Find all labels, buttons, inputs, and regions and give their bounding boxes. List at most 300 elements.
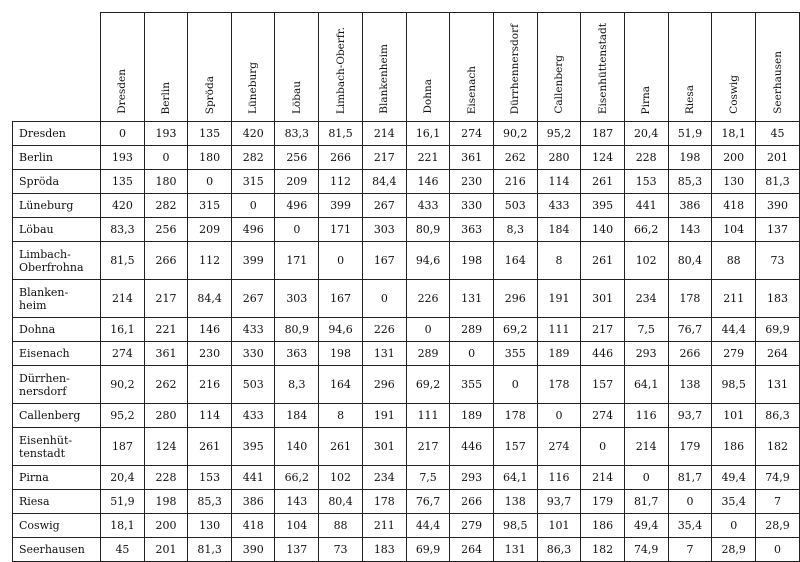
- column-header: [362, 13, 406, 122]
- column-header: [188, 13, 232, 122]
- table-cell: 395: [232, 428, 275, 466]
- column-header-label: Dürrhennersdorf: [509, 23, 522, 114]
- column-header-label: Berlin: [160, 81, 173, 114]
- row-header: Berlin: [13, 146, 101, 170]
- table-cell: 266: [144, 242, 187, 280]
- table-cell: 496: [275, 194, 319, 218]
- column-header-label: Riesa: [683, 84, 696, 114]
- table-row: [13, 490, 800, 514]
- column-header-label: Spröda: [203, 75, 216, 114]
- table-cell: 198: [668, 146, 712, 170]
- table-cell: 193: [101, 146, 145, 170]
- table-cell: 395: [581, 194, 624, 218]
- table-cell: 178: [537, 366, 581, 404]
- table-row: [13, 242, 800, 280]
- table-cell: 282: [232, 146, 275, 170]
- table-cell: 282: [144, 194, 187, 218]
- table-cell: 111: [406, 404, 450, 428]
- table-cell: 289: [450, 318, 493, 342]
- table-cell: 81,5: [101, 242, 145, 280]
- table-cell: 178: [362, 490, 406, 514]
- table-cell: 186: [581, 514, 624, 538]
- table-cell: 81,7: [668, 466, 712, 490]
- table-cell: 441: [624, 194, 668, 218]
- table-cell: 167: [319, 280, 363, 318]
- table-cell: 76,7: [668, 318, 712, 342]
- table-cell: 228: [624, 146, 668, 170]
- table-cell: 186: [712, 428, 756, 466]
- table-cell: 94,6: [406, 242, 450, 280]
- table-cell: 0: [624, 466, 668, 490]
- table-cell: 184: [537, 218, 581, 242]
- column-header-label: Coswig: [727, 75, 740, 114]
- table-cell: 315: [232, 170, 275, 194]
- table-row: [13, 318, 800, 342]
- table-cell: 355: [450, 366, 493, 404]
- table-cell: 102: [624, 242, 668, 280]
- table-row: [13, 514, 800, 538]
- table-cell: 51,9: [668, 122, 712, 146]
- table-cell: 296: [362, 366, 406, 404]
- table-cell: 157: [493, 428, 537, 466]
- table-cell: 20,4: [101, 466, 145, 490]
- table-cell: 131: [756, 366, 800, 404]
- table-cell: 355: [493, 342, 537, 366]
- table-cell: 7,5: [624, 318, 668, 342]
- row-header: Limbach- Oberfrohna: [13, 242, 101, 280]
- table-cell: 137: [756, 218, 800, 242]
- table-cell: 114: [188, 404, 232, 428]
- table-cell: 433: [232, 404, 275, 428]
- row-header: Pirna: [13, 466, 101, 490]
- table-cell: 104: [712, 218, 756, 242]
- column-header-label: Dresden: [116, 69, 129, 114]
- row-header: Eisenach: [13, 342, 101, 366]
- table-cell: 267: [232, 280, 275, 318]
- table-cell: 214: [581, 466, 624, 490]
- table-cell: 7: [668, 538, 712, 562]
- table-cell: 0: [232, 194, 275, 218]
- table-cell: 131: [362, 342, 406, 366]
- table-cell: 101: [712, 404, 756, 428]
- table-cell: 200: [712, 146, 756, 170]
- table-cell: 420: [232, 122, 275, 146]
- table-cell: 85,3: [668, 170, 712, 194]
- table-cell: 433: [232, 318, 275, 342]
- table-cell: 217: [144, 280, 187, 318]
- table-row: [13, 538, 800, 562]
- table-cell: 264: [450, 538, 493, 562]
- table-row: [13, 404, 800, 428]
- table-body: [13, 122, 800, 562]
- table-cell: 88: [319, 514, 363, 538]
- table-cell: 157: [581, 366, 624, 404]
- table-cell: 16,1: [101, 318, 145, 342]
- row-header: Dresden: [13, 122, 101, 146]
- table-cell: 171: [319, 218, 363, 242]
- row-header: Coswig: [13, 514, 101, 538]
- row-header: Dohna: [13, 318, 101, 342]
- column-header: [319, 13, 363, 122]
- column-header-label: Limbach-Oberfr.: [334, 26, 347, 114]
- table-row: [13, 194, 800, 218]
- table-cell: 191: [537, 280, 581, 318]
- table-cell: 264: [756, 342, 800, 366]
- table-cell: 293: [624, 342, 668, 366]
- table-cell: 102: [319, 466, 363, 490]
- table-cell: 274: [101, 342, 145, 366]
- table-cell: 262: [493, 146, 537, 170]
- table-cell: 80,9: [275, 318, 319, 342]
- table-cell: 266: [319, 146, 363, 170]
- table-cell: 0: [450, 342, 493, 366]
- table-cell: 8,3: [275, 366, 319, 404]
- table-cell: 446: [450, 428, 493, 466]
- table-cell: 69,9: [406, 538, 450, 562]
- table-cell: 20,4: [624, 122, 668, 146]
- table-cell: 153: [624, 170, 668, 194]
- table-cell: 217: [362, 146, 406, 170]
- table-cell: 94,6: [319, 318, 363, 342]
- table-cell: 124: [581, 146, 624, 170]
- table-cell: 81,3: [756, 170, 800, 194]
- table-cell: 16,1: [406, 122, 450, 146]
- table-cell: 441: [232, 466, 275, 490]
- table-cell: 201: [144, 538, 187, 562]
- table-cell: 363: [275, 342, 319, 366]
- table-cell: 198: [450, 242, 493, 280]
- table-cell: 49,4: [712, 466, 756, 490]
- table-cell: 138: [493, 490, 537, 514]
- table-cell: 81,7: [624, 490, 668, 514]
- row-header: Seerhausen: [13, 538, 101, 562]
- table-cell: 153: [188, 466, 232, 490]
- table-cell: 88: [712, 242, 756, 280]
- table-cell: 182: [581, 538, 624, 562]
- table-cell: 418: [232, 514, 275, 538]
- column-header: [406, 13, 450, 122]
- table-cell: 76,7: [406, 490, 450, 514]
- table-cell: 201: [756, 146, 800, 170]
- table-cell: 83,3: [101, 218, 145, 242]
- table-cell: 303: [362, 218, 406, 242]
- table-cell: 214: [624, 428, 668, 466]
- table-cell: 131: [493, 538, 537, 562]
- table-cell: 303: [275, 280, 319, 318]
- table-cell: 111: [537, 318, 581, 342]
- row-header: Lüneburg: [13, 194, 101, 218]
- table-cell: 266: [450, 490, 493, 514]
- column-header-label: Eisenach: [465, 65, 478, 114]
- table-cell: 7,5: [406, 466, 450, 490]
- column-header: [275, 13, 319, 122]
- table-cell: 80,4: [319, 490, 363, 514]
- row-header: Callenberg: [13, 404, 101, 428]
- row-header: Dürrhen- nersdorf: [13, 366, 101, 404]
- table-cell: 18,1: [101, 514, 145, 538]
- table-cell: 116: [624, 404, 668, 428]
- table-row: [13, 342, 800, 366]
- table-cell: 183: [756, 280, 800, 318]
- table-cell: 280: [144, 404, 187, 428]
- table-cell: 0: [668, 490, 712, 514]
- table-cell: 187: [101, 428, 145, 466]
- table-cell: 266: [668, 342, 712, 366]
- table-cell: 191: [362, 404, 406, 428]
- table-cell: 140: [581, 218, 624, 242]
- column-header-label: Blankenheim: [378, 44, 391, 114]
- table-cell: 0: [188, 170, 232, 194]
- table-cell: 66,2: [275, 466, 319, 490]
- table-cell: 226: [406, 280, 450, 318]
- table-cell: 80,9: [406, 218, 450, 242]
- table-cell: 200: [144, 514, 187, 538]
- table-cell: 179: [581, 490, 624, 514]
- table-cell: 146: [188, 318, 232, 342]
- table-cell: 49,4: [624, 514, 668, 538]
- table-cell: 198: [144, 490, 187, 514]
- table-cell: 69,9: [756, 318, 800, 342]
- table-cell: 69,2: [406, 366, 450, 404]
- table-cell: 503: [493, 194, 537, 218]
- table-cell: 0: [581, 428, 624, 466]
- column-header: [624, 13, 668, 122]
- table-cell: 28,9: [756, 514, 800, 538]
- distance-matrix-table: [12, 12, 800, 562]
- column-header: [450, 13, 493, 122]
- table-cell: 98,5: [493, 514, 537, 538]
- table-cell: 85,3: [188, 490, 232, 514]
- table-cell: 216: [493, 170, 537, 194]
- table-row: [13, 146, 800, 170]
- column-header: [581, 13, 624, 122]
- table-cell: 83,3: [275, 122, 319, 146]
- table-cell: 261: [188, 428, 232, 466]
- table-cell: 446: [581, 342, 624, 366]
- table-cell: 66,2: [624, 218, 668, 242]
- table-cell: 81,5: [319, 122, 363, 146]
- table-cell: 386: [668, 194, 712, 218]
- table-cell: 390: [232, 538, 275, 562]
- table-cell: 496: [232, 218, 275, 242]
- table-cell: 18,1: [712, 122, 756, 146]
- table-cell: 116: [537, 466, 581, 490]
- column-header: [712, 13, 756, 122]
- table-cell: 209: [275, 170, 319, 194]
- table-cell: 135: [101, 170, 145, 194]
- table-cell: 28,9: [712, 538, 756, 562]
- table-cell: 230: [450, 170, 493, 194]
- table-row: [13, 428, 800, 466]
- table-cell: 433: [406, 194, 450, 218]
- table-cell: 84,4: [188, 280, 232, 318]
- column-header: [537, 13, 581, 122]
- table-cell: 217: [581, 318, 624, 342]
- table-cell: 138: [668, 366, 712, 404]
- table-cell: 64,1: [624, 366, 668, 404]
- table-cell: 261: [581, 170, 624, 194]
- table-cell: 234: [624, 280, 668, 318]
- column-header-label: Eisenhüttenstadt: [596, 22, 609, 114]
- table-cell: 184: [275, 404, 319, 428]
- column-header-label: Callenberg: [553, 55, 565, 114]
- table-cell: 256: [144, 218, 187, 242]
- table-cell: 399: [232, 242, 275, 280]
- column-header-row: [13, 13, 800, 122]
- table-cell: 135: [188, 122, 232, 146]
- table-cell: 221: [406, 146, 450, 170]
- table-cell: 274: [581, 404, 624, 428]
- table-cell: 0: [319, 242, 363, 280]
- table-cell: 101: [537, 514, 581, 538]
- table-cell: 143: [668, 218, 712, 242]
- column-header: [668, 13, 712, 122]
- table-cell: 221: [144, 318, 187, 342]
- table-cell: 267: [362, 194, 406, 218]
- table-cell: 214: [101, 280, 145, 318]
- table-row: [13, 466, 800, 490]
- table-cell: 112: [188, 242, 232, 280]
- table-cell: 35,4: [712, 490, 756, 514]
- table-cell: 69,2: [493, 318, 537, 342]
- table-cell: 45: [756, 122, 800, 146]
- row-header: Blanken- heim: [13, 280, 101, 318]
- table-cell: 0: [756, 538, 800, 562]
- table-cell: 418: [712, 194, 756, 218]
- table-cell: 164: [493, 242, 537, 280]
- table-cell: 262: [144, 366, 187, 404]
- table-cell: 399: [319, 194, 363, 218]
- table-cell: 84,4: [362, 170, 406, 194]
- column-header-label: Lüneburg: [247, 62, 260, 114]
- table-cell: 279: [712, 342, 756, 366]
- table-cell: 183: [362, 538, 406, 562]
- table-cell: 86,3: [537, 538, 581, 562]
- table-cell: 433: [537, 194, 581, 218]
- table-cell: 0: [275, 218, 319, 242]
- row-header: Löbau: [13, 218, 101, 242]
- table-cell: 209: [188, 218, 232, 242]
- table-cell: 189: [450, 404, 493, 428]
- table-cell: 130: [188, 514, 232, 538]
- table-cell: 112: [319, 170, 363, 194]
- table-cell: 179: [668, 428, 712, 466]
- table-cell: 104: [275, 514, 319, 538]
- table-cell: 74,9: [624, 538, 668, 562]
- table-cell: 361: [144, 342, 187, 366]
- table-cell: 182: [756, 428, 800, 466]
- table-cell: 315: [188, 194, 232, 218]
- table-cell: 124: [144, 428, 187, 466]
- table-cell: 93,7: [537, 490, 581, 514]
- row-header: Riesa: [13, 490, 101, 514]
- table-cell: 164: [319, 366, 363, 404]
- table-cell: 93,7: [668, 404, 712, 428]
- table-cell: 140: [275, 428, 319, 466]
- table-cell: 293: [450, 466, 493, 490]
- table-cell: 0: [406, 318, 450, 342]
- table-cell: 217: [406, 428, 450, 466]
- table-row: [13, 280, 800, 318]
- table-cell: 95,2: [101, 404, 145, 428]
- table-cell: 167: [362, 242, 406, 280]
- table-cell: 363: [450, 218, 493, 242]
- column-header-label: Pirna: [640, 85, 653, 114]
- table-cell: 0: [101, 122, 145, 146]
- column-header-label: Löbau: [290, 80, 303, 114]
- table-cell: 7: [756, 490, 800, 514]
- column-header: [101, 13, 145, 122]
- table-cell: 45: [101, 538, 145, 562]
- table-corner: [13, 13, 101, 122]
- table-cell: 90,2: [493, 122, 537, 146]
- table-cell: 226: [362, 318, 406, 342]
- table-cell: 361: [450, 146, 493, 170]
- table-cell: 95,2: [537, 122, 581, 146]
- row-header: Spröda: [13, 170, 101, 194]
- table-cell: 44,4: [406, 514, 450, 538]
- table-cell: 503: [232, 366, 275, 404]
- table-row: [13, 366, 800, 404]
- table-cell: 44,4: [712, 318, 756, 342]
- table-cell: 8: [537, 242, 581, 280]
- table-cell: 0: [144, 146, 187, 170]
- table-cell: 35,4: [668, 514, 712, 538]
- table-cell: 73: [319, 538, 363, 562]
- table-cell: 211: [712, 280, 756, 318]
- table-cell: 274: [450, 122, 493, 146]
- table-cell: 74,9: [756, 466, 800, 490]
- column-header: [144, 13, 187, 122]
- column-header: [232, 13, 275, 122]
- table-cell: 289: [406, 342, 450, 366]
- table-cell: 0: [537, 404, 581, 428]
- column-header: [493, 13, 537, 122]
- table-cell: 216: [188, 366, 232, 404]
- table-cell: 193: [144, 122, 187, 146]
- table-cell: 256: [275, 146, 319, 170]
- table-cell: 234: [362, 466, 406, 490]
- table-cell: 137: [275, 538, 319, 562]
- table-cell: 180: [144, 170, 187, 194]
- table-cell: 274: [537, 428, 581, 466]
- table-cell: 130: [712, 170, 756, 194]
- table-cell: 81,3: [188, 538, 232, 562]
- table-cell: 189: [537, 342, 581, 366]
- table-cell: 228: [144, 466, 187, 490]
- table-cell: 80,4: [668, 242, 712, 280]
- table-cell: 214: [362, 122, 406, 146]
- table-row: [13, 218, 800, 242]
- table-cell: 386: [232, 490, 275, 514]
- distance-table-container: [12, 12, 800, 562]
- table-cell: 131: [450, 280, 493, 318]
- table-cell: 51,9: [101, 490, 145, 514]
- table-cell: 280: [537, 146, 581, 170]
- table-cell: 90,2: [101, 366, 145, 404]
- table-cell: 86,3: [756, 404, 800, 428]
- table-cell: 143: [275, 490, 319, 514]
- table-cell: 114: [537, 170, 581, 194]
- table-cell: 64,1: [493, 466, 537, 490]
- table-cell: 330: [450, 194, 493, 218]
- table-cell: 187: [581, 122, 624, 146]
- table-cell: 211: [362, 514, 406, 538]
- table-cell: 98,5: [712, 366, 756, 404]
- table-cell: 8,3: [493, 218, 537, 242]
- column-header: [756, 13, 800, 122]
- table-cell: 230: [188, 342, 232, 366]
